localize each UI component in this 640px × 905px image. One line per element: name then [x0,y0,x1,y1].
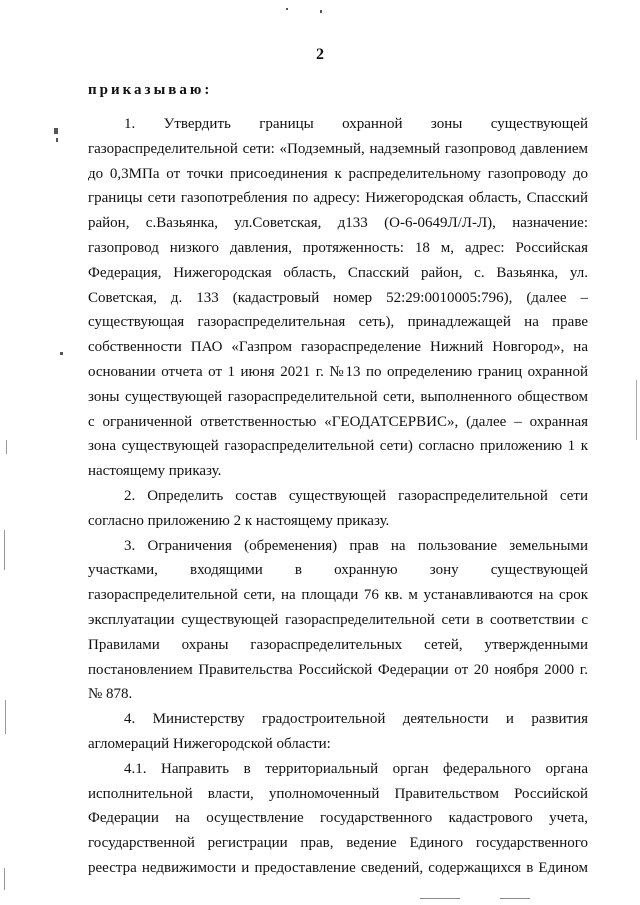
paragraph-4-1: 4.1. Направить в территориальный орган федерального органа исполнительной власти, уполномоченный Правительством Российской Федерации на осуществление государственного кадастрового учета, государственной регистрации прав, ведение Единого государственного реестра недвижимости и предоставление сведений, содержащихся в Едином [88,760,588,876]
scan-mark [5,700,6,734]
page-number: 2 [316,46,324,63]
scan-mark [56,138,58,142]
paragraph-2: 2. Определить состав существующей газораспределительной сети согласно приложению 2 к настоящему приказу. [88,487,588,529]
scan-mark [4,530,5,570]
paragraph-4: 4. Министерству градостроительной деятельности и развития агломераций Нижегородской области: [88,711,588,752]
scan-mark [420,898,460,899]
order-heading: приказываю: [88,82,213,98]
scan-mark [54,128,58,134]
scan-mark [500,898,530,899]
paragraph-3: 3. Ограничения (обременения) прав на пользование земельными участками, входящими в охранную зону существующей газораспределительной сети, на площади 76 кв. м устанавливаются на срок эксплуатации существующей газораспределительной сети в соответствии с Правилами охраны газораспределительных сетей, утвержденными постановлением Правительства Российской Федерации от 20 ноября 2000 г. № 878. [88,537,588,703]
scan-mark [286,8,288,10]
scan-mark [6,440,7,454]
document-body [88,112,588,881]
scan-mark [320,10,322,13]
paragraph-1: 1. Утвердить границы охранной зоны существующей газораспределительной сети: «Подземный, надземный газопровод давлением до 0,3МПа от точки присоединения к распределительному газопроводу до границы сети газопотребления по адресу: Нижегородская область, Спасский район, с.Вазьянка, ул.Советская, д133 (О-6-0649Л/Л-Л), назначение: газопровод низкого давления, протяженность: 18 м, адрес: Российская Федерация, Нижегородская область, Спасский район, с. Вазьянка, ул. Советская, д. 133 (кадастровый номер 52:29:0010005:796), (далее – существующая газораспределительная сеть), принадлежащей на праве собственности ПАО «Газпром газораспределение Нижний Новгород», на основании отчета от 1 июня 2021 г. №13 по определению границ охранной зоны существующей газораспределительной сети, выполненного обществом с ограниченной ответственностью «ГЕОДАТСЕРВИС», (далее – охранная зона существующей газораспределительной сети) согласно приложению 1 к настоящему приказу. [88,116,588,480]
scan-mark [636,380,637,440]
scan-mark [4,868,5,890]
scan-mark [60,352,63,355]
